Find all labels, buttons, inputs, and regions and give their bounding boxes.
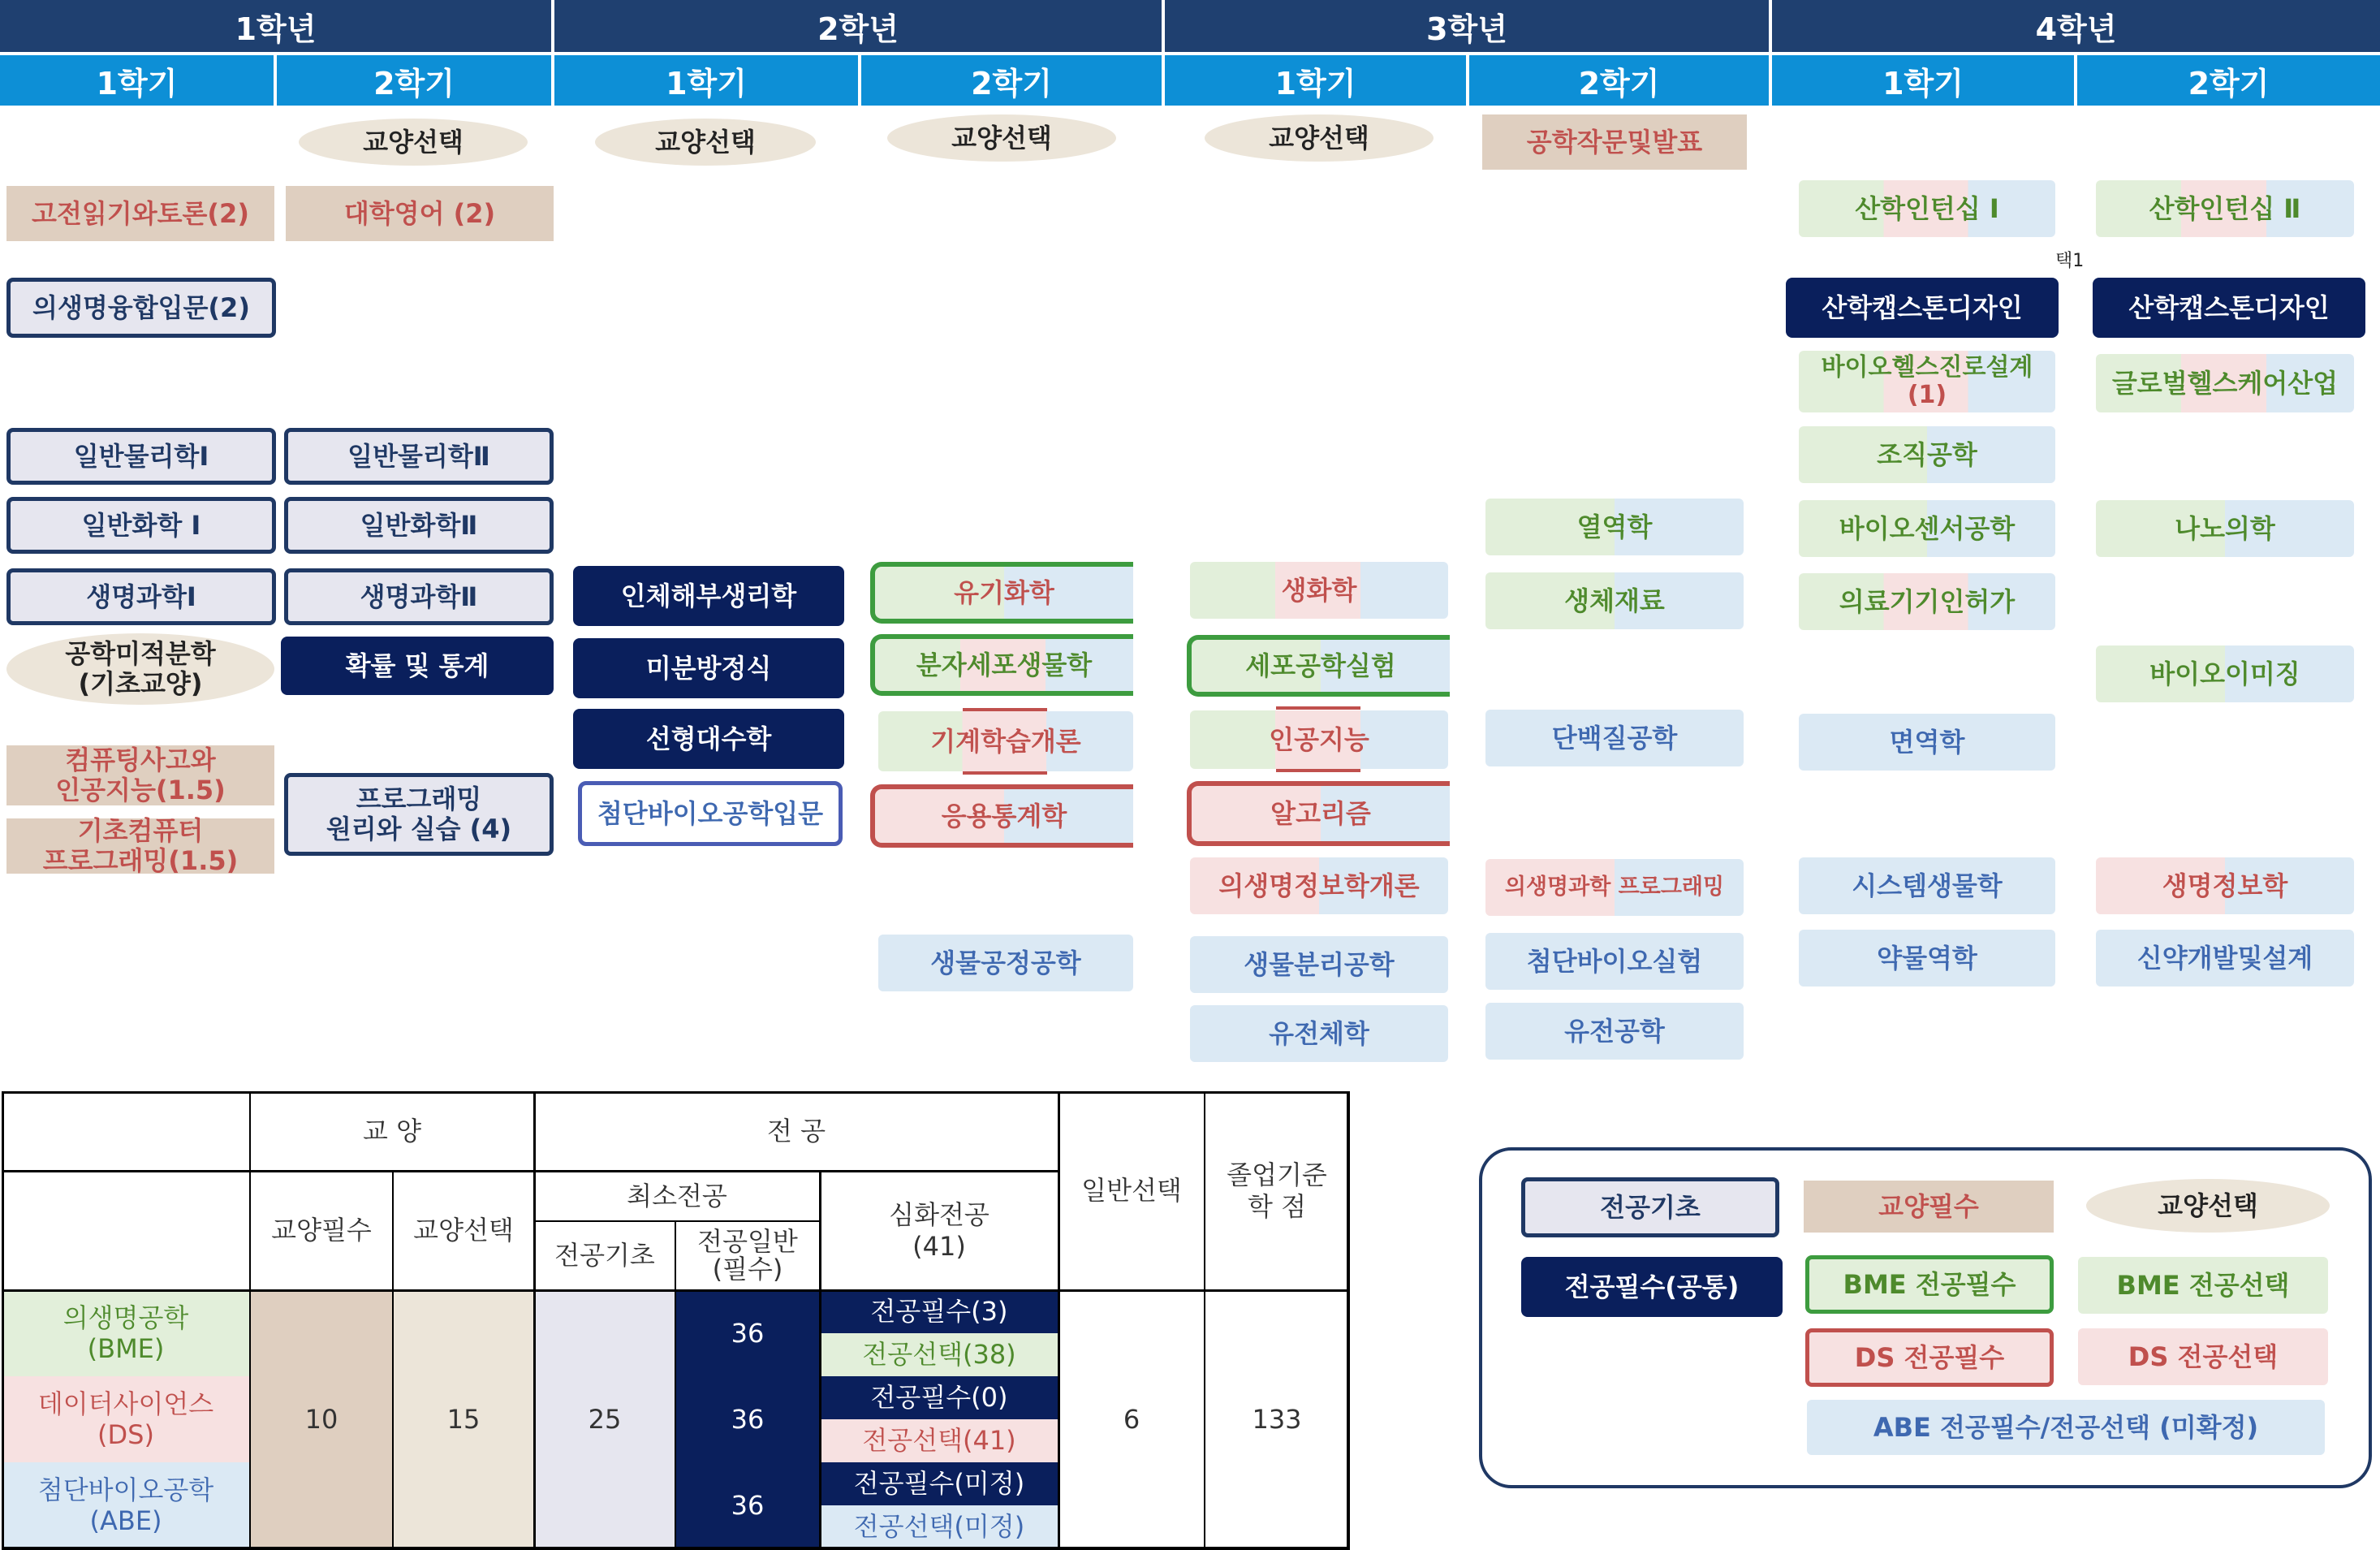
header-major-basic: 전공기초 [554,1240,655,1272]
course-cell-engineering-lab: 세포공학실험 [1187,635,1450,697]
course-biohealth-career [1799,351,2055,412]
abe-major-elec: 전공선택(미정) [820,1505,1058,1548]
course-basic-programming-line1: 기초컴퓨터 [77,815,204,847]
legend-liberal-required: 교양필수 [1804,1181,2054,1233]
course-programming-practice [284,773,554,856]
header-general-elective: 일반선택 [1081,1175,1182,1207]
choose-one-label: 택1 [2055,251,2085,271]
semester-2-1: 1학기 [554,55,861,106]
major-general-value-abe: 36 [675,1462,820,1548]
course-bioinformatics: 생명정보학 [2096,857,2354,914]
semester-3-2: 2학기 [1469,55,1772,106]
major-general-value-bme: 36 [675,1290,820,1376]
row-ds [2,1376,250,1462]
year-2-header: 2학년 [554,0,1165,52]
semester-4-1: 1학기 [1772,55,2077,106]
bme-major-req: 전공필수(3) [820,1290,1058,1333]
year-3-header: 3학년 [1165,0,1772,52]
course-computing-ai [6,745,274,805]
course-internship-1: 산학인턴십 Ⅰ [1799,180,2055,237]
header-major-general [675,1221,820,1290]
legend-ds-required: DS 전공필수 [1805,1328,2054,1387]
course-biohealth-career-line2: (1) [1907,381,1947,409]
header-graduation-line2: 학 점 [1248,1190,1306,1222]
course-english: 대학영어 (2) [286,186,554,241]
header-deep-major [820,1171,1058,1290]
header-major-general-line1: 전공일반 [697,1225,798,1257]
course-liberal-elective: 교양선택 [1205,114,1434,162]
course-thermodynamics: 열역학 [1485,499,1744,555]
course-basic-programming [6,815,274,876]
header-graduation-line1: 졸업기준 [1227,1159,1327,1191]
course-programming-practice-line1: 프로그래밍 [356,784,482,815]
legend-abe: ABE 전공필수/전공선택 (미확정) [1807,1400,2325,1455]
course-biohealth-career-line1: 바이오헬스진로설계 [1821,352,2033,382]
general-elective-value: 6 [1123,1403,1140,1435]
course-basic-programming-line2: 프로그래밍(1.5) [42,845,239,876]
course-tissue-engineering: 조직공학 [1799,426,2055,483]
course-internship-2: 산학인턴십 Ⅱ [2096,180,2354,237]
major-basic-value: 25 [534,1290,675,1548]
course-medical-device-approval: 의료기기인허가 [1799,573,2055,630]
course-capstone-design: 산학캡스톤디자인 [1786,278,2059,338]
legend-bme-elective: BME 전공선택 [2078,1257,2328,1314]
course-nanomedicine: 나노의학 [2096,500,2354,557]
row-ds-name: 데이터사이언스 [37,1388,214,1419]
legend-common-required: 전공필수(공통) [1521,1257,1783,1317]
bme-major-elec: 전공선택(38) [820,1333,1058,1376]
legend-ds-elective: DS 전공선택 [2078,1328,2328,1385]
year-1-header: 1학년 [0,0,554,52]
course-physics-1: 일반물리학Ⅰ [6,428,276,485]
legend-major-basic: 전공기초 [1521,1177,1779,1237]
ds-major-elec: 전공선택(41) [820,1419,1058,1462]
course-probability-statistics: 확률 및 통계 [281,637,554,695]
ds-marker [963,708,1047,711]
lib-elec-value: 15 [393,1290,534,1548]
course-biomed-programming: 의생명과학 프로그래밍 [1485,859,1744,916]
course-systems-biology: 시스템생물학 [1799,857,2055,914]
course-protein-engineering: 단백질공학 [1485,710,1744,766]
semester-1-1: 1학기 [0,55,277,106]
header-liberal-required: 교양필수 [271,1215,372,1246]
course-genetic-engineering: 유전공학 [1485,1003,1744,1060]
legend-liberal-elective: 교양선택 [2086,1179,2330,1233]
course-biosensor-engineering: 바이오센서공학 [1799,500,2055,557]
course-genomics: 유전체학 [1190,1005,1448,1062]
course-algorithms: 알고리즘 [1187,781,1450,846]
course-biomedical-informatics: 의생명정보학개론 [1190,857,1448,914]
course-bioseparation: 생물분리공학 [1190,936,1448,993]
course-biochemistry: 생화학 [1190,562,1448,619]
course-biomaterials: 생체재료 [1485,572,1744,629]
ds-marker [963,771,1047,775]
course-computing-ai-line2: 인공지능(1.5) [55,775,226,805]
course-machine-learning: 기계학습개론 [878,711,1133,771]
header-liberal: 교 양 [363,1115,421,1146]
course-classics: 고전읽기와토론(2) [6,186,274,241]
year-4-header: 4학년 [1772,0,2380,52]
course-molecular-cell-biology: 분자세포생물학 [870,634,1133,696]
course-pharmacokinetics: 약물역학 [1799,930,2055,987]
row-abe [2,1462,250,1548]
course-computing-ai-line1: 컴퓨팅사고와 [65,745,216,776]
course-engineering-calculus-line2: (기초교양) [78,668,203,699]
course-immunology: 면역학 [1799,714,2055,771]
course-biology-2: 생명과학Ⅱ [284,568,554,625]
row-bme-code: (BME) [87,1333,165,1364]
course-bioimaging: 바이오이미징 [2096,645,2354,702]
header-graduation-credits [1205,1091,1349,1290]
course-liberal-elective: 교양선택 [299,119,528,166]
course-artificial-intelligence: 인공지능 [1190,710,1448,769]
lib-req-value: 10 [250,1290,393,1548]
course-chemistry-2: 일반화학Ⅱ [284,497,554,554]
credit-table [2,1091,1349,1550]
row-abe-name: 첨단바이오공학 [37,1474,214,1505]
course-liberal-elective: 교양선택 [887,114,1116,162]
legend-bme-required: BME 전공필수 [1805,1255,2054,1314]
semester-1-2: 2학기 [277,55,554,106]
header-liberal-elective: 교양선택 [413,1215,514,1246]
course-advanced-bio-lab: 첨단바이오실험 [1485,933,1744,990]
course-physics-2: 일반물리학Ⅱ [284,428,554,485]
row-ds-code: (DS) [97,1419,154,1450]
course-drug-development: 신약개발및설계 [2096,930,2354,987]
header-major: 전 공 [767,1115,826,1146]
course-engineering-calculus-line1: 공학미적분학 [65,638,216,670]
course-biology-1: 생명과학Ⅰ [6,568,276,625]
semester-2-2: 2학기 [861,55,1165,106]
course-global-healthcare: 글로벌헬스케어산업 [2096,354,2354,412]
course-linear-algebra: 선형대수학 [573,709,844,769]
abe-major-req: 전공필수(미정) [820,1462,1058,1505]
semester-3-1: 1학기 [1165,55,1469,106]
course-bioprocess-engineering: 생물공정공학 [878,935,1133,991]
course-differential-equations: 미분방정식 [573,638,844,698]
course-engineering-calculus [6,633,274,705]
semester-4-2: 2학기 [2077,55,2380,106]
header-deep-major-line1: 심화전공 [889,1199,990,1231]
course-capstone-design: 산학캡스톤디자인 [2093,278,2365,338]
course-engineering-writing: 공학작문및발표 [1482,114,1747,170]
graduation-credits-value: 133 [1252,1403,1302,1435]
course-chemistry-1: 일반화학 Ⅰ [6,497,276,554]
header-deep-major-line2: (41) [912,1230,966,1262]
ds-major-req: 전공필수(0) [820,1376,1058,1419]
course-applied-statistics: 응용통계학 [870,784,1133,848]
ds-marker [1276,769,1360,772]
course-programming-practice-line2: 원리와 실습 (4) [326,814,512,844]
course-organic-chemistry: 유기화학 [870,562,1133,624]
header-major-general-line2: (필수) [712,1253,783,1284]
row-abe-code: (ABE) [89,1505,162,1536]
row-bme [2,1290,250,1376]
major-general-value-ds: 36 [675,1376,820,1462]
course-liberal-elective: 교양선택 [595,119,816,166]
course-biomed-intro: 의생명융합입문(2) [6,278,276,338]
row-bme-name: 의생명공학 [63,1302,189,1333]
course-anatomy-physiology: 인체해부생리학 [573,566,844,626]
header-minimum-major: 최소전공 [627,1180,727,1211]
course-advanced-bio-intro: 첨단바이오공학입문 [578,781,843,846]
ds-marker [1276,706,1360,710]
